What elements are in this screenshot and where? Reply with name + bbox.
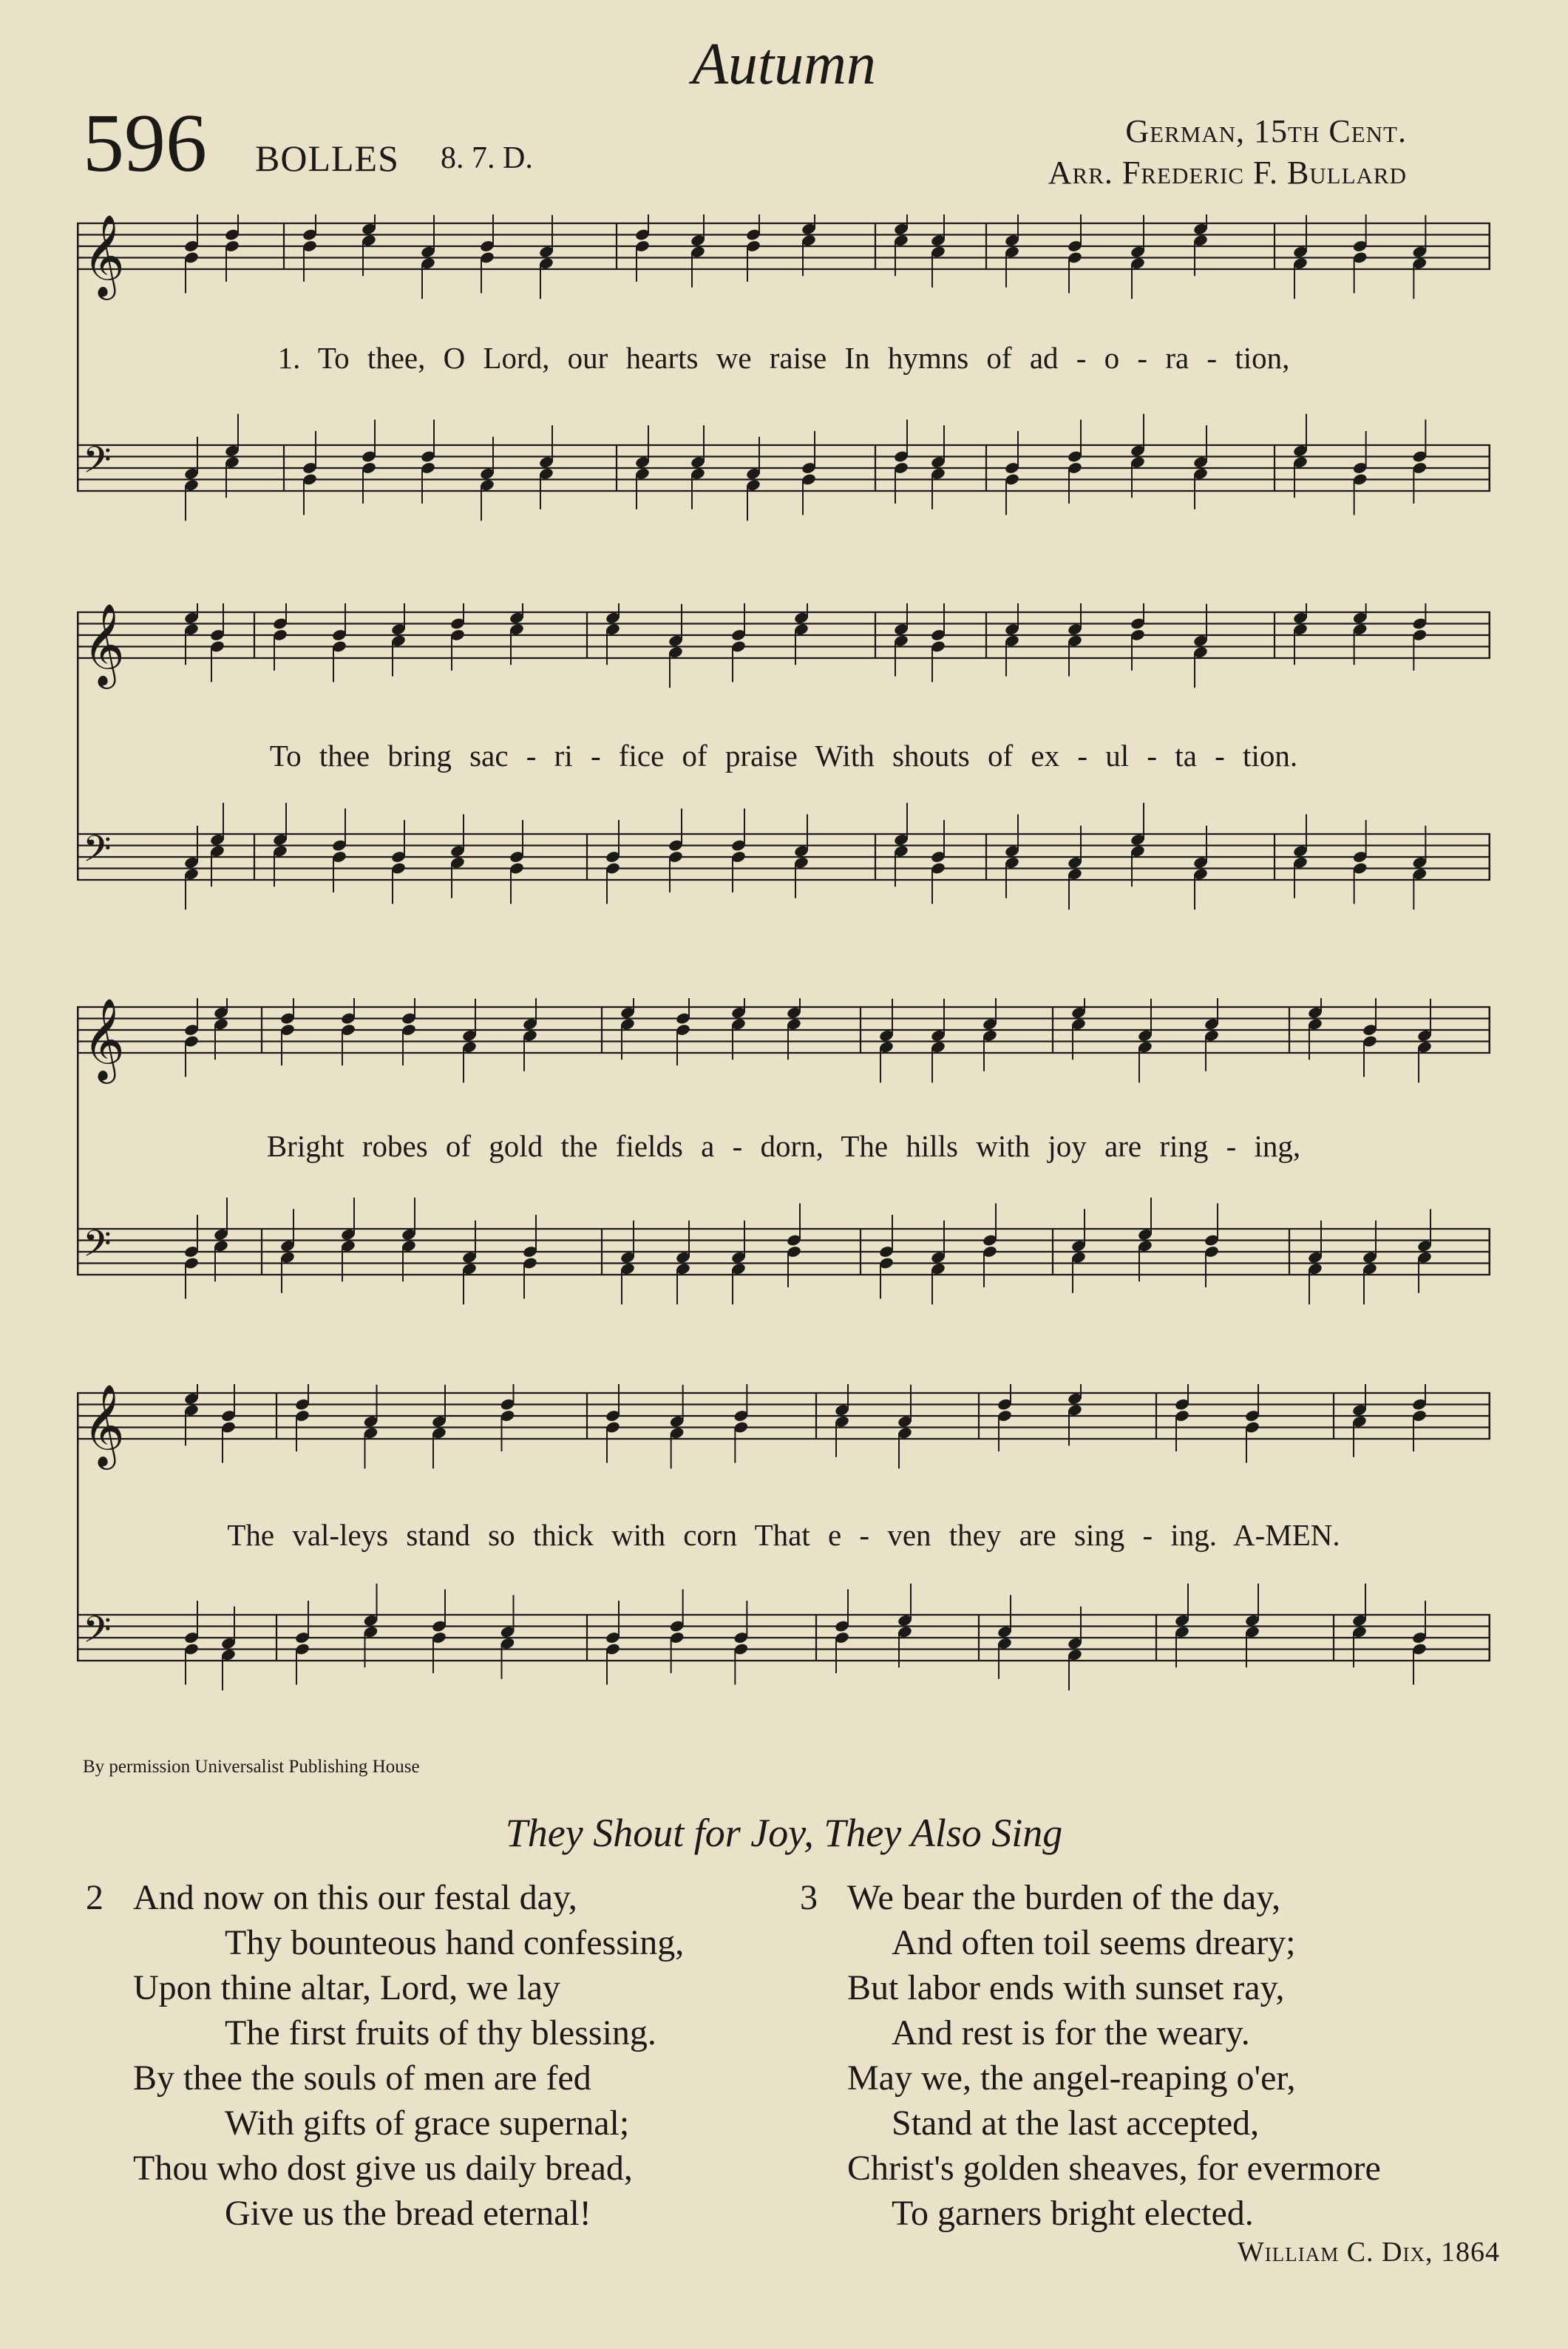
hymn-number: 596 (83, 98, 207, 189)
music-system-1 (77, 214, 1490, 562)
stanza-number: 3 (800, 1878, 818, 1917)
lyric-line: 1. To thee, O Lord, our hearts we raise In hymns of ad - o - ra - tion, (277, 341, 1290, 375)
meter: 8. 7. D. (441, 141, 533, 175)
bass-clef-icon: 𝄢 (83, 1222, 112, 1275)
grand-staff (77, 998, 1490, 1346)
lyric-line: To thee bring sac - ri - fice of praise With shouts of ex - ul - ta - tion. (269, 739, 1298, 773)
stanza-line: By thee the souls of men are fed (133, 2058, 591, 2098)
stanza-line: To garners bright elected. (892, 2194, 1254, 2233)
stanza-line: Thy bounteous hand confessing, (225, 1923, 685, 1962)
bass-clef-icon: 𝄢 (83, 827, 112, 880)
stanza-number: 2 (86, 1878, 103, 1917)
stanza-line: Thou who dost give us daily bread, (133, 2149, 633, 2188)
grand-staff (77, 1384, 1490, 1732)
stanza-line: Christ's golden sheaves, for evermore (847, 2149, 1381, 2188)
stanza-line: We bear the burden of the day, (847, 1878, 1281, 1917)
stanza-line: Give us the bread eternal! (225, 2194, 591, 2233)
stanza-line: With gifts of grace supernal; (225, 2104, 630, 2143)
lyric-line: The val-leys stand so thick with corn That e - ven they are sing - ing. A-MEN. (227, 1518, 1340, 1552)
bass-clef-icon: 𝄢 (83, 1608, 112, 1661)
music-system-2 (77, 603, 1490, 951)
music-system-4 (77, 1384, 1490, 1732)
stanza-line: And rest is for the weary. (892, 2013, 1250, 2053)
grand-staff (77, 214, 1490, 562)
treble-clef-icon: 𝄞 (83, 214, 125, 296)
stanza-line: And often toil seems dreary; (892, 1923, 1296, 1962)
treble-clef-icon: 𝄞 (83, 998, 125, 1080)
poem-title: They Shout for Joy, They Also Sing (505, 1811, 1063, 1855)
stanza-line: But labor ends with sunset ray, (847, 1968, 1285, 2007)
treble-clef-icon: 𝄞 (83, 1384, 125, 1466)
author-credit: William C. Dix, 1864 (1237, 2237, 1500, 2268)
grand-staff (77, 603, 1490, 951)
stanza-line: The first fruits of thy blessing. (225, 2013, 656, 2053)
tune-name: BOLLES (255, 138, 399, 179)
stanza-2 (87, 1875, 684, 2236)
music-source: German, 15th Cent. (1125, 113, 1407, 149)
treble-clef-icon: 𝄞 (83, 603, 125, 685)
music-system-3 (77, 998, 1490, 1346)
stanza-3 (797, 1875, 1381, 2236)
lyric-line: Bright robes of gold the fields a - dorn, The hills with joy are ring - ing, (266, 1129, 1301, 1163)
stanza-line: Upon thine altar, Lord, we lay (133, 1968, 560, 2007)
stanza-line: May we, the angel-reaping o'er, (847, 2058, 1296, 2098)
section-title: Autumn (692, 32, 876, 97)
arranger: Arr. Frederic F. Bullard (1048, 155, 1407, 191)
stanza-line: And now on this our festal day, (133, 1878, 577, 1917)
permission-note: By permission Universalist Publishing House (83, 1757, 420, 1777)
bass-clef-icon: 𝄢 (83, 438, 112, 491)
stanza-line: Stand at the last accepted, (892, 2104, 1260, 2143)
